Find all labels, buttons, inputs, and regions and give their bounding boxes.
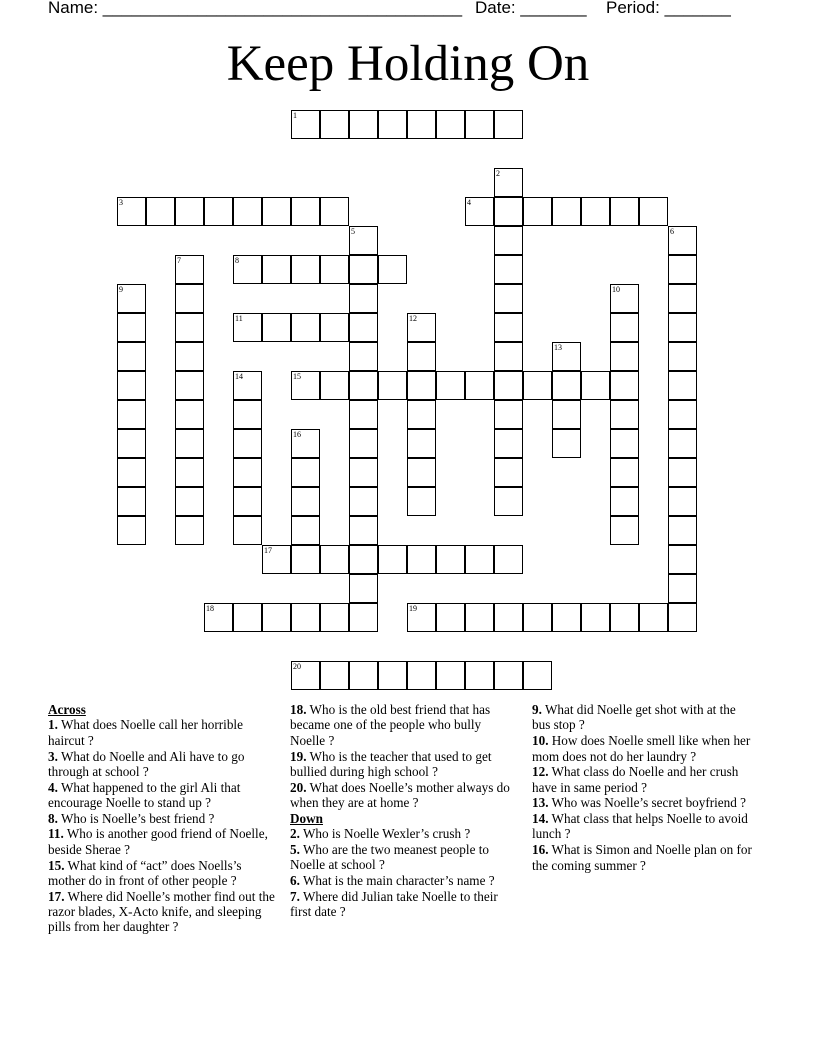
grid-cell[interactable] — [552, 603, 581, 632]
clue-text: Who is another good friend of Noelle, beside Sherae ? — [48, 826, 268, 857]
grid-cell[interactable] — [175, 197, 204, 226]
grid-cell[interactable] — [262, 603, 291, 632]
clue-number-label: 5. — [290, 841, 300, 857]
grid-cell[interactable] — [233, 458, 262, 487]
clue-item — [48, 811, 280, 826]
grid-cell[interactable] — [668, 516, 697, 545]
grid-cell[interactable] — [407, 487, 436, 516]
clue-text: What is the main character’s name ? — [299, 872, 495, 888]
clue-number: 18 — [206, 604, 214, 613]
grid-cell[interactable] — [436, 545, 465, 574]
grid-cell[interactable] — [407, 400, 436, 429]
clue-number: 4 — [467, 198, 471, 207]
clue-item — [532, 702, 752, 733]
clues-column-2 — [290, 702, 512, 920]
grid-cell[interactable] — [581, 197, 610, 226]
clue-text: Who is Noelle’s best friend ? — [57, 810, 215, 826]
clues-column-1 — [48, 702, 280, 935]
grid-cell[interactable] — [523, 371, 552, 400]
grid-cell[interactable] — [610, 342, 639, 371]
clue-number: 19 — [409, 604, 417, 613]
clue-item — [532, 733, 752, 764]
grid-cell[interactable] — [378, 661, 407, 690]
grid-cell[interactable] — [175, 516, 204, 545]
grid-cell[interactable] — [291, 458, 320, 487]
clue-text: How does Noelle smell like when her mom does not do her laundry ? — [532, 733, 751, 764]
clue-text: What class that helps Noelle to avoid lunch ? — [532, 811, 748, 842]
grid-cell[interactable] — [407, 545, 436, 574]
clue-number-label: 1. — [48, 717, 58, 733]
grid-cell[interactable] — [291, 487, 320, 516]
clue-number-label: 9. — [532, 702, 542, 717]
clue-number: 8 — [235, 256, 239, 265]
page-title: Keep Holding On — [226, 36, 590, 92]
grid-cell[interactable] — [494, 342, 523, 371]
clue-number-label: 20. — [290, 779, 307, 795]
clue-text: What happened to the girl Ali that encourage Noelle to stand up ? — [48, 779, 241, 811]
clue-text: Who is Noelle Wexler’s crush ? — [299, 826, 471, 842]
grid-cell[interactable] — [175, 313, 204, 342]
clue-number-label: 14. — [532, 811, 549, 827]
grid-cell[interactable] — [349, 574, 378, 603]
grid-cell[interactable] — [668, 342, 697, 371]
grid-cell[interactable] — [320, 313, 349, 342]
clue-number: 12 — [409, 314, 417, 323]
clue-text: Where did Julian take Noelle to their first date ? — [290, 888, 498, 920]
grid-cell[interactable] — [349, 255, 378, 284]
grid-cell[interactable] — [552, 400, 581, 429]
grid-cell[interactable] — [175, 342, 204, 371]
clue-number-label: 2. — [290, 826, 300, 842]
grid-cell[interactable] — [349, 516, 378, 545]
grid-cell[interactable] — [320, 255, 349, 284]
grid-cell[interactable] — [349, 603, 378, 632]
clue-item — [532, 764, 752, 795]
grid-cell[interactable] — [117, 342, 146, 371]
grid-cell[interactable] — [262, 313, 291, 342]
clue-number: 13 — [554, 343, 562, 352]
clue-text: Who is the teacher that used to get bullied during high school ? — [290, 748, 492, 779]
clue-number: 9 — [119, 285, 123, 294]
clue-number-label: 13. — [532, 795, 549, 811]
grid-cell[interactable] — [436, 110, 465, 139]
grid-cell[interactable] — [378, 545, 407, 574]
grid-cell[interactable] — [465, 661, 494, 690]
clue-number: 15 — [293, 372, 301, 381]
grid-cell[interactable] — [320, 545, 349, 574]
clue-number: 11 — [235, 314, 243, 323]
clue-number-label: 11. — [48, 826, 64, 842]
clue-number: 6 — [670, 227, 674, 236]
grid-cell[interactable] — [175, 458, 204, 487]
grid-cell[interactable] — [668, 429, 697, 458]
grid-cell[interactable] — [262, 255, 291, 284]
grid-cell[interactable] — [349, 342, 378, 371]
grid-cell[interactable] — [320, 661, 349, 690]
grid-cell[interactable] — [349, 110, 378, 139]
grid-cell[interactable] — [436, 661, 465, 690]
grid-cell[interactable] — [494, 603, 523, 632]
clue-number: 5 — [351, 227, 355, 236]
clue-number-label: 4. — [48, 779, 58, 795]
grid-cell[interactable] — [349, 458, 378, 487]
clue-number-label: 8. — [48, 810, 58, 826]
clue-number-label: 12. — [532, 764, 549, 780]
grid-cell[interactable] — [117, 516, 146, 545]
grid-cell[interactable] — [175, 487, 204, 516]
grid-cell[interactable] — [610, 516, 639, 545]
grid-cell[interactable] — [494, 487, 523, 516]
grid-cell[interactable] — [378, 371, 407, 400]
grid-cell[interactable] — [668, 255, 697, 284]
clue-item — [48, 826, 280, 857]
grid-cell[interactable] — [233, 487, 262, 516]
grid-cell[interactable] — [610, 197, 639, 226]
grid-cell[interactable] — [291, 603, 320, 632]
clue-item — [532, 811, 752, 842]
grid-cell[interactable] — [552, 197, 581, 226]
grid-cell[interactable] — [494, 458, 523, 487]
grid-cell[interactable] — [494, 197, 523, 226]
grid-cell[interactable] — [494, 284, 523, 313]
clue-number-label: 18. — [290, 702, 307, 717]
grid-cell[interactable] — [465, 110, 494, 139]
period-field-label: Period: _______ — [606, 0, 731, 17]
grid-cell[interactable] — [668, 313, 697, 342]
grid-cell[interactable] — [291, 197, 320, 226]
grid-cell[interactable] — [175, 429, 204, 458]
across-heading: Across — [48, 702, 86, 717]
grid-cell[interactable] — [494, 429, 523, 458]
grid-cell[interactable] — [523, 197, 552, 226]
grid-cell[interactable] — [639, 603, 668, 632]
grid-cell[interactable] — [668, 400, 697, 429]
clue-number: 3 — [119, 198, 123, 207]
grid-cell[interactable] — [117, 458, 146, 487]
grid-cell[interactable] — [291, 313, 320, 342]
grid-cell[interactable] — [494, 255, 523, 284]
grid-cell[interactable] — [668, 487, 697, 516]
grid-cell[interactable] — [175, 400, 204, 429]
grid-cell[interactable] — [668, 603, 697, 632]
grid-cell[interactable] — [610, 458, 639, 487]
clue-number-label: 19. — [290, 748, 307, 764]
grid-cell[interactable] — [407, 342, 436, 371]
clue-number: 1 — [293, 111, 297, 120]
grid-cell[interactable] — [407, 661, 436, 690]
grid-cell[interactable] — [233, 516, 262, 545]
clue-number-label: 3. — [48, 748, 58, 764]
grid-cell[interactable] — [407, 110, 436, 139]
clue-item — [48, 780, 280, 811]
grid-cell[interactable] — [610, 487, 639, 516]
clue-item — [290, 780, 512, 811]
clue-number: 2 — [496, 169, 500, 178]
grid-cell[interactable] — [639, 197, 668, 226]
grid-cell[interactable] — [523, 603, 552, 632]
grid-cell[interactable] — [349, 661, 378, 690]
clue-text: What is Simon and Noelle plan on for the coming summer ? — [532, 842, 752, 873]
clue-number: 7 — [177, 256, 181, 265]
clue-text: What does Noelle’s mother always do when they are at home ? — [290, 779, 510, 811]
clue-text: Who was Noelle’s secret boyfriend ? — [548, 795, 746, 811]
clue-text: What kind of “act” does Noells’s mother do in front of other people ? — [48, 857, 242, 888]
grid-cell[interactable] — [320, 197, 349, 226]
grid-cell[interactable] — [349, 313, 378, 342]
grid-cell[interactable] — [291, 255, 320, 284]
clue-text: Who is the old best friend that has became one of the people who bully Noelle ? — [290, 702, 491, 748]
grid-cell[interactable] — [349, 545, 378, 574]
grid-cell[interactable] — [378, 110, 407, 139]
clue-item — [290, 842, 512, 873]
down-heading: Down — [290, 810, 323, 826]
grid-cell[interactable] — [610, 400, 639, 429]
clue-number-label: 15. — [48, 857, 65, 873]
grid-cell[interactable] — [610, 313, 639, 342]
date-field-label: Date: _______ — [475, 0, 587, 17]
clue-text: What does Noelle call her horrible haircut ? — [48, 717, 243, 748]
grid-cell[interactable] — [610, 429, 639, 458]
grid-cell[interactable] — [233, 197, 262, 226]
grid-cell[interactable] — [117, 429, 146, 458]
grid-cell[interactable] — [175, 284, 204, 313]
grid-cell[interactable] — [320, 110, 349, 139]
grid-cell[interactable] — [349, 429, 378, 458]
grid-cell[interactable] — [233, 429, 262, 458]
grid-cell[interactable] — [378, 255, 407, 284]
grid-cell[interactable] — [117, 371, 146, 400]
grid-cell[interactable] — [320, 603, 349, 632]
grid-cell[interactable] — [494, 110, 523, 139]
clue-text: What do Noelle and Ali have to go through at school ? — [48, 748, 245, 779]
grid-cell[interactable] — [233, 400, 262, 429]
grid-cell[interactable] — [407, 458, 436, 487]
grid-cell[interactable] — [668, 371, 697, 400]
grid-cell[interactable] — [146, 197, 175, 226]
clue-number: 16 — [293, 430, 301, 439]
clue-number-label: 6. — [290, 872, 300, 888]
grid-cell[interactable] — [494, 371, 523, 400]
grid-cell[interactable] — [407, 429, 436, 458]
grid-cell[interactable] — [494, 226, 523, 255]
grid-cell[interactable] — [668, 458, 697, 487]
name-field-label: Name: ______________________________________ — [48, 0, 463, 17]
grid-cell[interactable] — [436, 371, 465, 400]
clue-item — [48, 858, 280, 889]
grid-cell[interactable] — [349, 371, 378, 400]
grid-cell[interactable] — [117, 487, 146, 516]
clue-number-label: 16. — [532, 842, 549, 858]
grid-cell[interactable] — [349, 400, 378, 429]
grid-cell[interactable] — [610, 603, 639, 632]
clue-item — [290, 826, 512, 841]
clue-item — [290, 889, 512, 920]
clue-number: 20 — [293, 662, 301, 671]
grid-cell[interactable] — [581, 371, 610, 400]
clue-text: What class do Noelle and her crush have in same period ? — [532, 764, 739, 795]
grid-cell[interactable] — [117, 313, 146, 342]
grid-cell[interactable] — [494, 313, 523, 342]
grid-cell[interactable] — [494, 545, 523, 574]
grid-cell[interactable] — [610, 371, 639, 400]
grid-cell[interactable] — [552, 429, 581, 458]
grid-cell[interactable] — [581, 603, 610, 632]
clue-text: Who are the two meanest people to Noelle at school ? — [290, 841, 489, 873]
clue-item — [48, 749, 280, 780]
grid-cell[interactable] — [320, 371, 349, 400]
clue-item — [290, 749, 512, 780]
clue-item — [290, 873, 512, 888]
grid-cell[interactable] — [349, 284, 378, 313]
clue-item — [48, 717, 280, 748]
clue-number-label: 10. — [532, 733, 549, 749]
grid-cell[interactable] — [494, 400, 523, 429]
grid-cell[interactable] — [668, 545, 697, 574]
grid-cell[interactable] — [436, 603, 465, 632]
grid-cell[interactable] — [291, 516, 320, 545]
grid-cell[interactable] — [262, 197, 291, 226]
grid-cell[interactable] — [233, 603, 262, 632]
clue-item — [48, 889, 280, 935]
clue-number-label: 7. — [290, 888, 300, 904]
clue-item — [290, 702, 512, 748]
grid-cell[interactable] — [494, 661, 523, 690]
grid-cell[interactable] — [349, 487, 378, 516]
clue-item — [532, 842, 752, 873]
grid-cell[interactable] — [552, 371, 581, 400]
clue-number: 10 — [612, 285, 620, 294]
grid-cell[interactable] — [465, 371, 494, 400]
clue-number: 14 — [235, 372, 243, 381]
clue-text: Where did Noelle’s mother find out the razor blades, X-Acto knife, and sleeping pills from her daughter ? — [48, 888, 275, 935]
grid-cell[interactable] — [204, 197, 233, 226]
grid-cell[interactable] — [465, 545, 494, 574]
grid-cell[interactable] — [407, 371, 436, 400]
clue-number-label: 17. — [48, 888, 65, 904]
grid-cell[interactable] — [291, 545, 320, 574]
grid-cell[interactable] — [465, 603, 494, 632]
clues-column-3 — [532, 702, 752, 873]
clue-number: 17 — [264, 546, 272, 555]
grid-cell[interactable] — [668, 574, 697, 603]
grid-cell[interactable] — [523, 661, 552, 690]
grid-cell[interactable] — [175, 371, 204, 400]
grid-cell[interactable] — [668, 284, 697, 313]
clue-item — [532, 795, 752, 810]
clue-text: What did Noelle get shot with at the bus stop ? — [532, 702, 736, 733]
grid-cell[interactable] — [117, 400, 146, 429]
